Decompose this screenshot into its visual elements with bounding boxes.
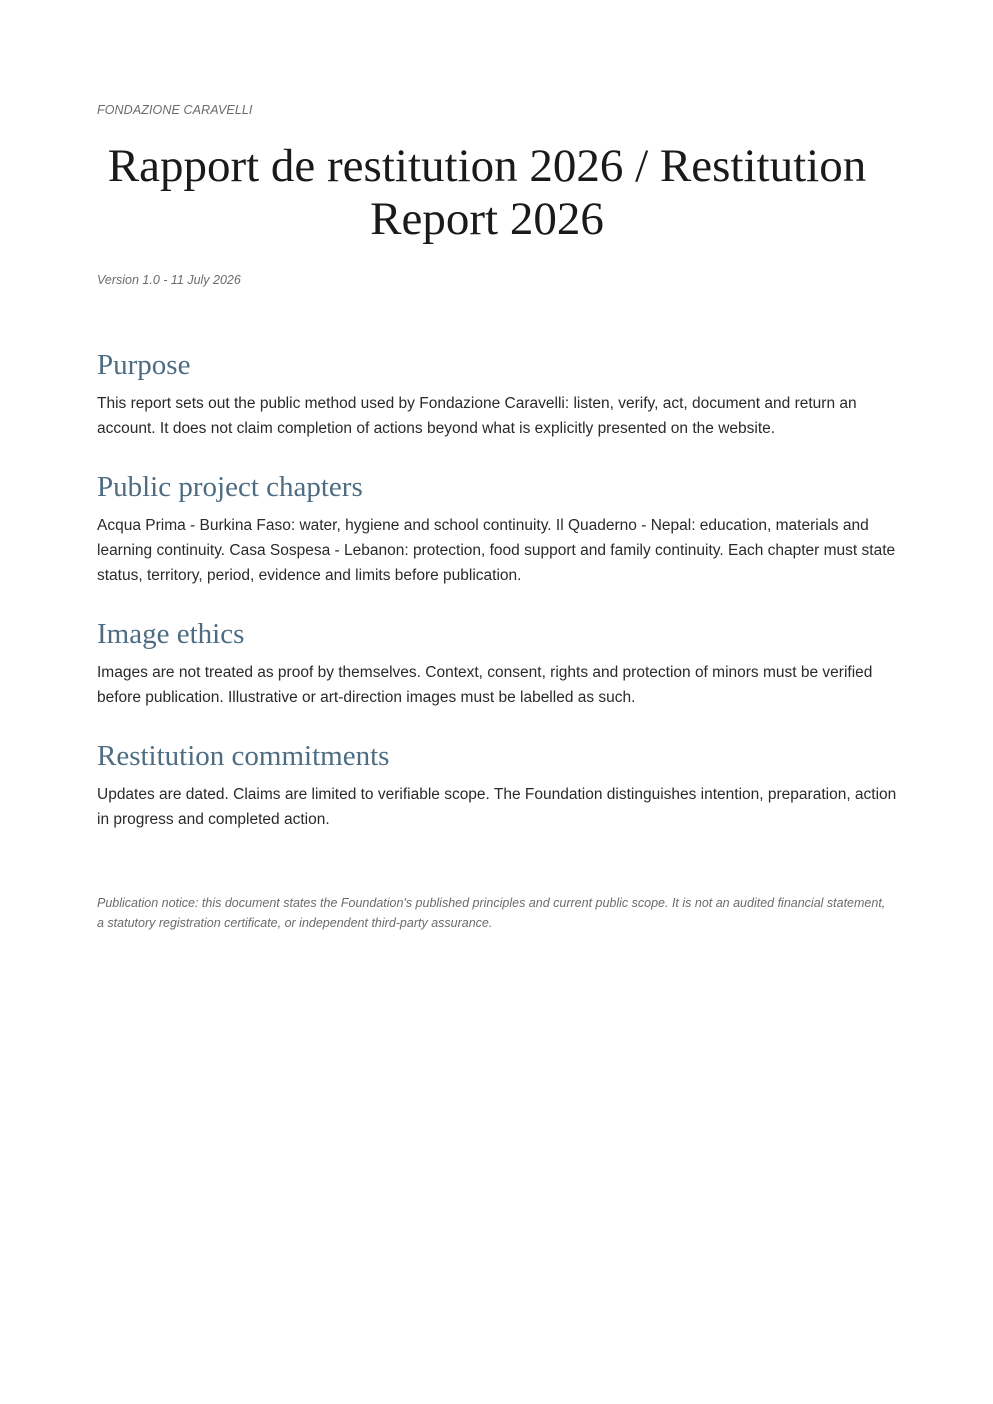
section-body: Updates are dated. Claims are limited to verifiable scope. The Foundation distinguishes intention, preparation, action in progress and completed action.	[97, 786, 897, 828]
section-image-ethics	[97, 617, 897, 710]
section-purpose	[97, 348, 897, 441]
section-public-project-chapters	[97, 470, 897, 588]
section-heading: Public project chapters	[97, 471, 363, 503]
publication-notice: Publication notice: this document states the Foundation's published principles and current public scope. It is not an audited financial statement, a statutory registration certificate, or independent third-party assurance.	[97, 896, 886, 930]
section-heading: Restitution commitments	[97, 740, 390, 772]
document-title: Rapport de restitution 2026 / Restitution Report 2026	[107, 140, 867, 245]
organization-name: FONDAZIONE CARAVELLI	[97, 103, 253, 117]
section-heading: Image ethics	[97, 618, 245, 650]
version-line: Version 1.0 - 11 July 2026	[97, 273, 241, 287]
section-body: Acqua Prima - Burkina Faso: water, hygiene and school continuity. Il Quaderno - Nepal: education, materials and learning continuity. Casa Sospesa - Lebanon: protection, food support and family continuity. Each chapter must state status, territory, period, evidence and limits before publication.	[97, 517, 896, 584]
section-body: This report sets out the public method used by Fondazione Caravelli: listen, verify, act, document and return an account. It does not claim completion of actions beyond what is explicitly presented on the website.	[97, 395, 857, 437]
section-heading: Purpose	[97, 349, 191, 381]
section-restitution-commitments	[97, 739, 897, 832]
section-body: Images are not treated as proof by themselves. Context, consent, rights and protection of minors must be verified before publication. Illustrative or art-direction images must be labelled as such.	[97, 664, 873, 706]
